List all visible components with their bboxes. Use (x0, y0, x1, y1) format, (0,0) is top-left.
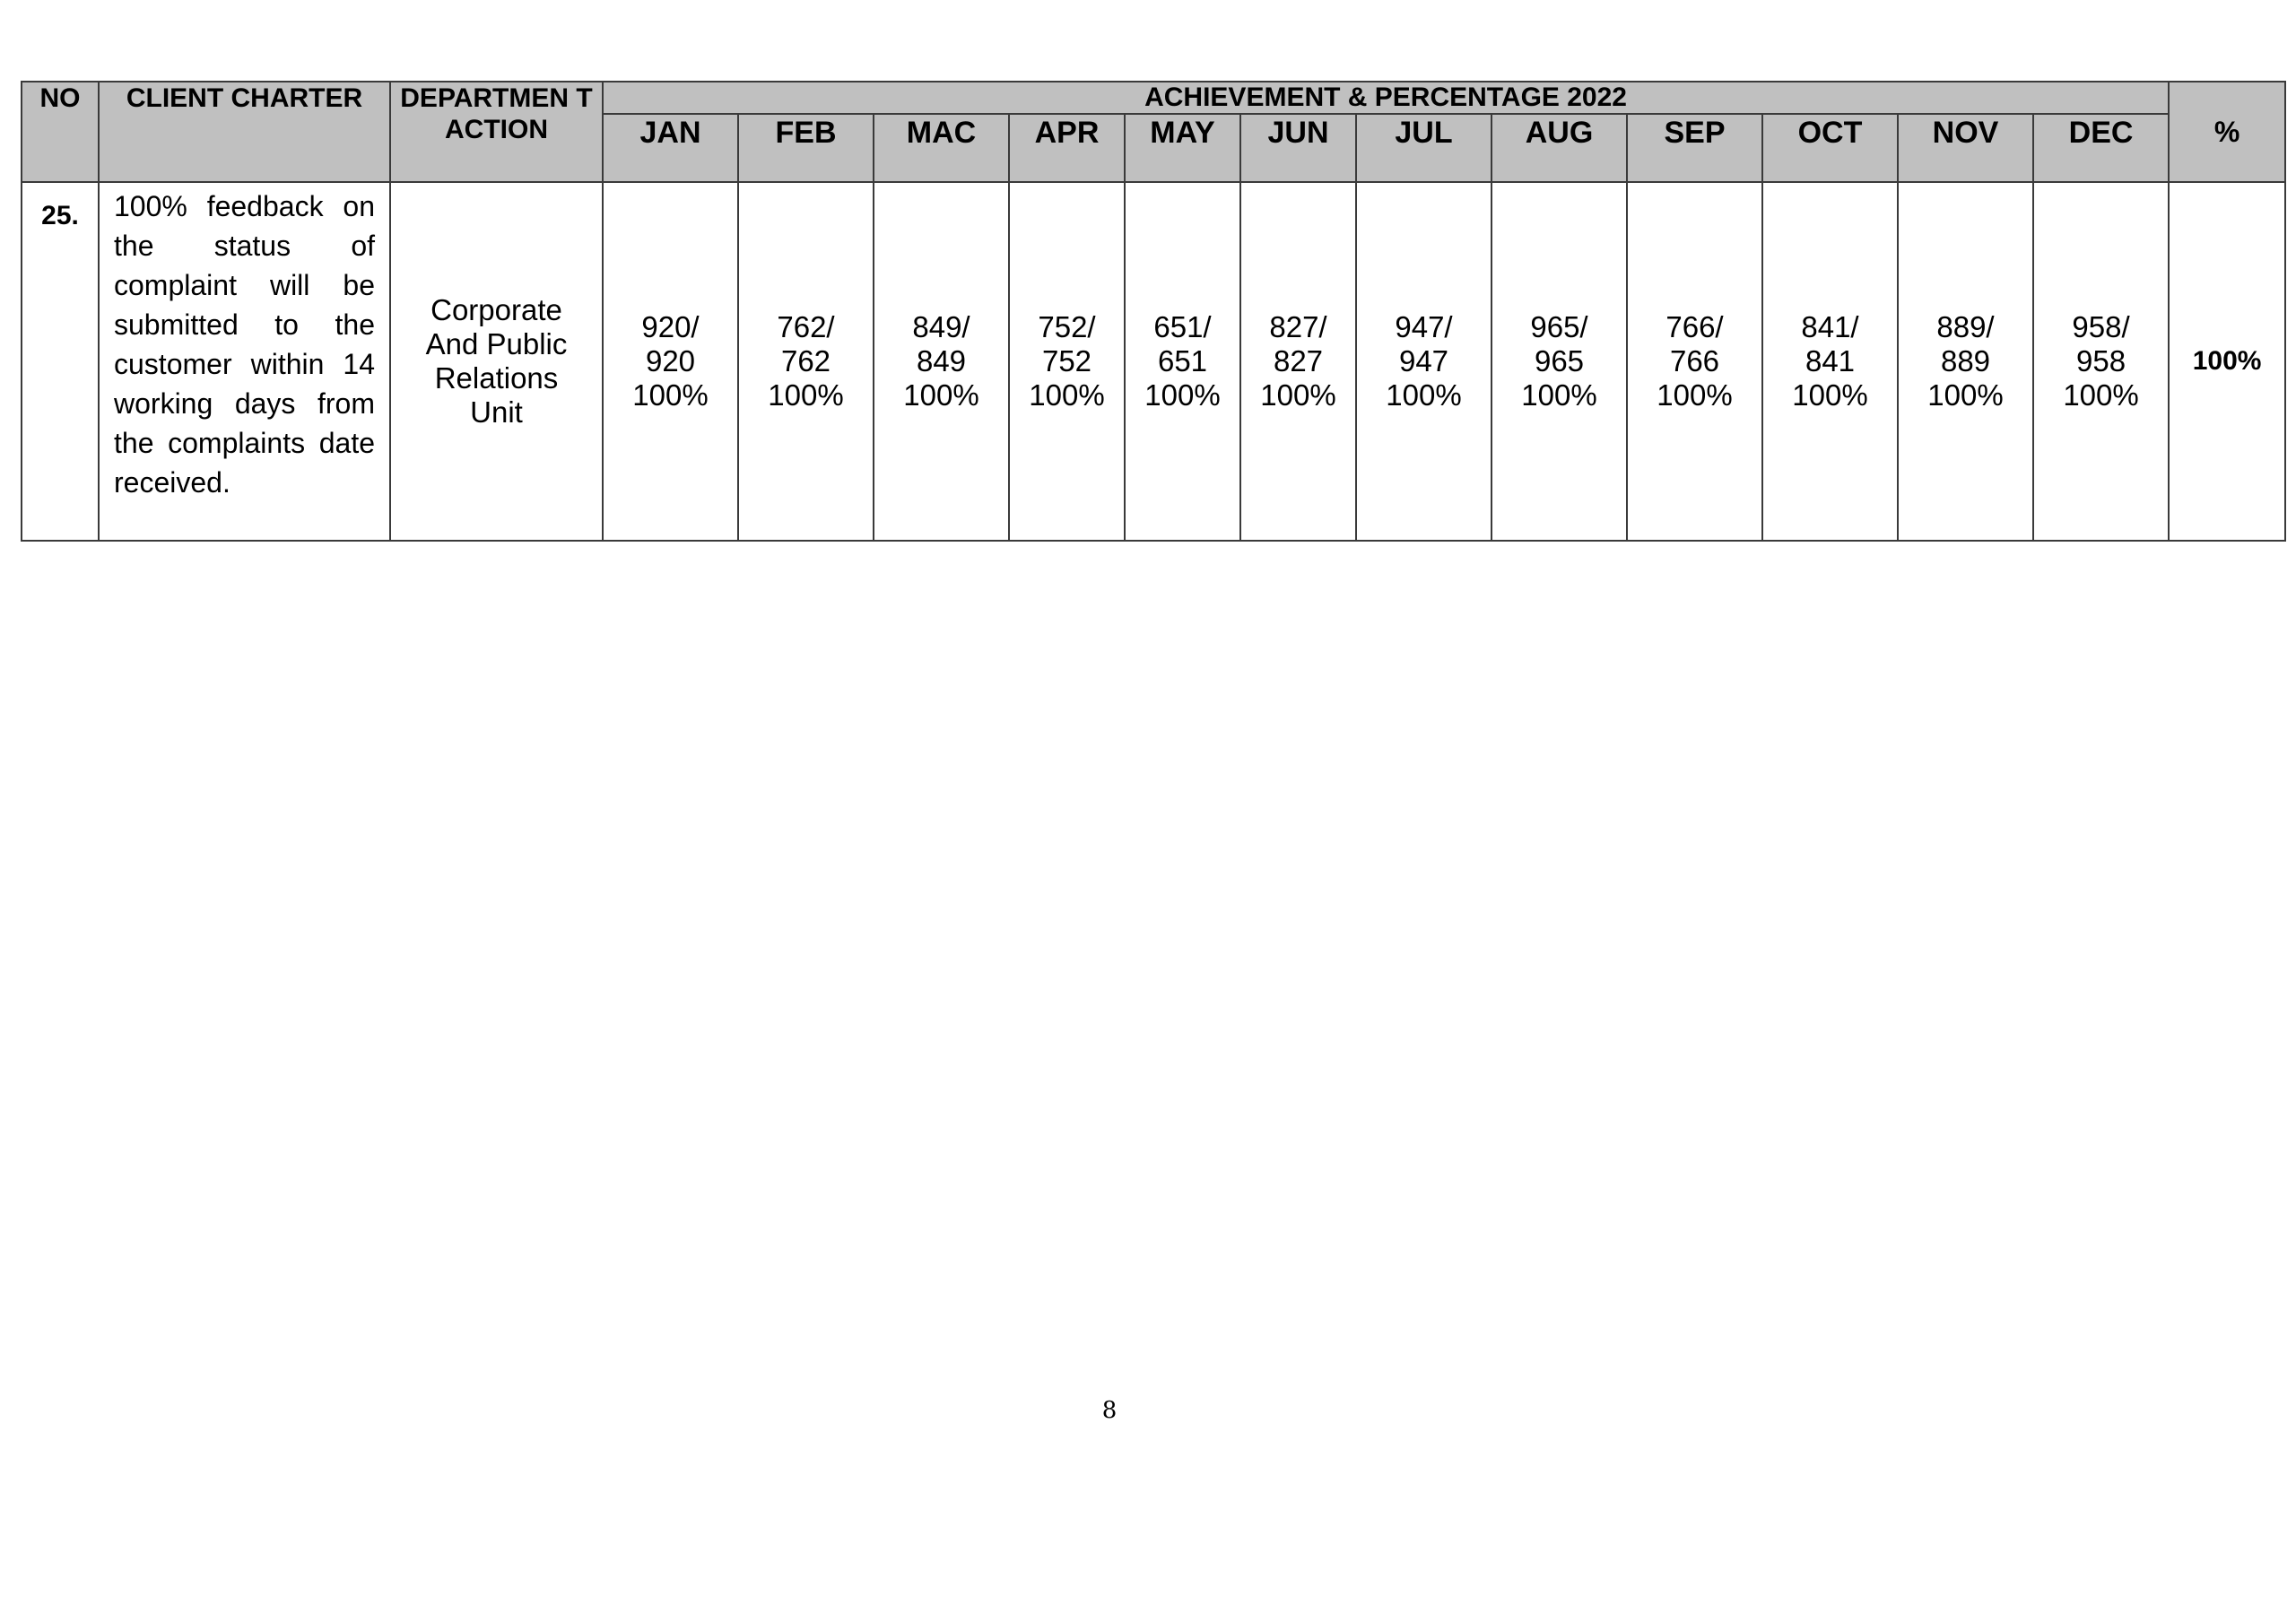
header-no: NO (22, 82, 99, 182)
achieved-value: 920/ (641, 310, 700, 343)
header-month-sep: SEP (1627, 114, 1762, 182)
target-value: 841 (1805, 344, 1856, 378)
row-total-percent: 100% (2169, 182, 2285, 541)
cell-nov (1898, 182, 2033, 541)
header-month-dec: DEC (2033, 114, 2169, 182)
target-value: 752 (1041, 344, 1092, 378)
month-percent: 100% (768, 378, 844, 412)
target-value: 651 (1157, 344, 1208, 378)
target-value: 827 (1273, 344, 1324, 378)
achieved-value: 766/ (1665, 310, 1724, 343)
achieved-value: 827/ (1269, 310, 1327, 343)
header-month-aug: AUG (1492, 114, 1627, 182)
month-percent: 100% (2063, 378, 2139, 412)
target-value: 958 (2076, 344, 2126, 378)
page-number: 8 (1101, 1397, 1118, 1424)
header-month-oct: OCT (1762, 114, 1898, 182)
achieved-value: 841/ (1801, 310, 1859, 343)
achieved-value: 947/ (1395, 310, 1453, 343)
row-client-charter: 100% feedback on the status of complaint will be submitted to the customer within 14 working days from the complaints date received. (99, 182, 390, 541)
cell-feb (738, 182, 874, 541)
target-value: 849 (916, 344, 967, 378)
cell-sep (1627, 182, 1762, 541)
header-achievement-group: ACHIEVEMENT & PERCENTAGE 2022 (603, 82, 2169, 114)
department-line: And Public (425, 327, 568, 360)
department-line: Unit (470, 395, 523, 429)
achievement-table (21, 81, 2286, 542)
target-value: 920 (645, 344, 696, 378)
header-month-jul: JUL (1356, 114, 1492, 182)
target-value: 766 (1669, 344, 1720, 378)
month-percent: 100% (1029, 378, 1105, 412)
achieved-value: 849/ (912, 310, 970, 343)
header-department-action: DEPARTMEN T ACTION (390, 82, 603, 182)
department-line: Corporate (430, 293, 562, 326)
month-percent: 100% (632, 378, 709, 412)
target-value: 889 (1940, 344, 1991, 378)
row-number: 25. (22, 182, 99, 541)
achieved-value: 965/ (1530, 310, 1588, 343)
month-percent: 100% (1927, 378, 2004, 412)
cell-may (1125, 182, 1240, 541)
month-percent: 100% (1792, 378, 1868, 412)
cell-dec (2033, 182, 2169, 541)
month-percent: 100% (1521, 378, 1597, 412)
target-value: 965 (1534, 344, 1585, 378)
header-month-jun: JUN (1240, 114, 1356, 182)
cell-apr (1009, 182, 1125, 541)
header-month-jan: JAN (603, 114, 738, 182)
achieved-value: 762/ (777, 310, 835, 343)
month-percent: 100% (1144, 378, 1221, 412)
header-month-mac: MAC (874, 114, 1009, 182)
cell-oct (1762, 182, 1898, 541)
header-row-top (22, 82, 2285, 114)
cell-jan (603, 182, 738, 541)
target-value: 762 (780, 344, 831, 378)
achieved-value: 958/ (2072, 310, 2130, 343)
row-department (390, 182, 603, 541)
achieved-value: 651/ (1153, 310, 1212, 343)
cell-mac (874, 182, 1009, 541)
header-client-charter: CLIENT CHARTER (99, 82, 390, 182)
table-row (22, 182, 2285, 541)
department-line: Relations (434, 361, 559, 395)
cell-aug (1492, 182, 1627, 541)
month-percent: 100% (1386, 378, 1462, 412)
header-percent: % (2169, 82, 2285, 182)
cell-jun (1240, 182, 1356, 541)
header-month-may: MAY (1125, 114, 1240, 182)
header-month-apr: APR (1009, 114, 1125, 182)
cell-jul (1356, 182, 1492, 541)
header-month-feb: FEB (738, 114, 874, 182)
month-percent: 100% (1657, 378, 1733, 412)
header-month-nov: NOV (1898, 114, 2033, 182)
target-value: 947 (1398, 344, 1449, 378)
achieved-value: 752/ (1038, 310, 1096, 343)
achieved-value: 889/ (1936, 310, 1995, 343)
month-percent: 100% (1260, 378, 1336, 412)
month-percent: 100% (903, 378, 979, 412)
